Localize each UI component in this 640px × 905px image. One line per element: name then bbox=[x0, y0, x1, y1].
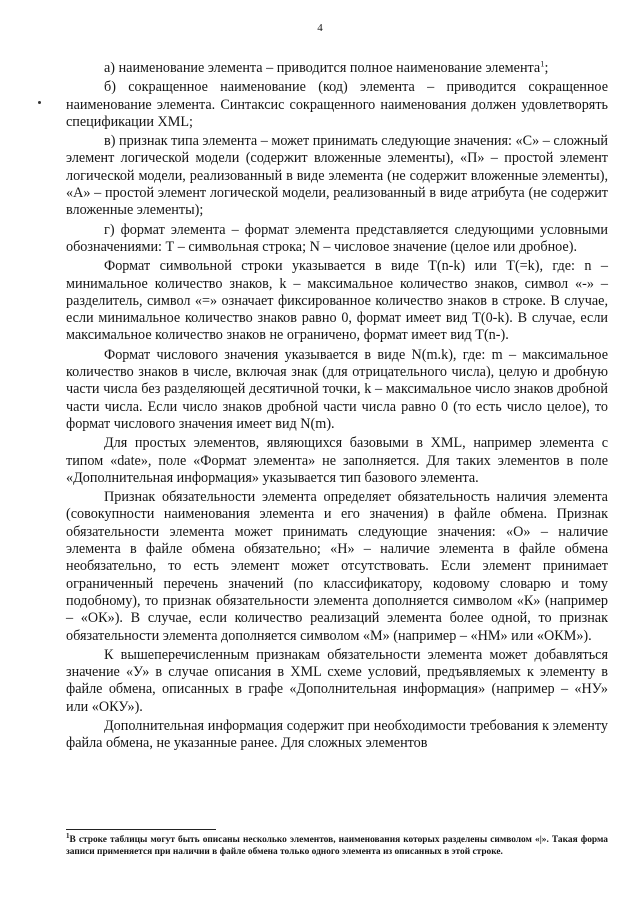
margin-mark bbox=[38, 101, 41, 104]
paragraph-b: б) сокращенное наименование (код) элемента – приводится сокращенное наименование элемента. Синтаксис сокращенного наименования должен удовлетворять спецификации XML; bbox=[66, 79, 608, 130]
paragraph-v: в) признак типа элемента – может принимать следующие значения: «С» – сложный элемент логической модели (содержит вложенные элементы), «П» – простой элемент логической модели, реализованный в виде элемента (не содержит вложенные элементы), «А» – простой элемент логической модели, реализованный в виде атрибута (не содержит вложенные элементы); bbox=[66, 133, 609, 219]
footnote-reference[interactable]: 1 bbox=[540, 58, 545, 69]
footnote bbox=[66, 831, 608, 858]
footnote-divider bbox=[66, 829, 216, 830]
page-number: 4 bbox=[317, 22, 323, 34]
paragraph-a-tail: ; bbox=[544, 60, 549, 76]
paragraph-a-text: а) наименование элемента – приводится полное наименование элемента bbox=[104, 60, 541, 76]
paragraph-g: г) формат элемента – формат элемента представляется следующими условными обозначениями: Т – символьная строка; N – числовое значение (целое или дробное). bbox=[66, 221, 608, 255]
document-body bbox=[66, 60, 608, 753]
footnote-marker: 1 bbox=[66, 831, 70, 840]
paragraph-a bbox=[66, 60, 608, 77]
paragraph-condition-flag: К вышеперечисленным признакам обязательности элемента может добавляться значение «У» в случае описания в XML схеме условий, предъявляемых к элементу в файле обмена, описанных в графе «Дополнительная информация» (например – «НУ» или «ОКУ»). bbox=[66, 646, 608, 715]
paragraph-base-elements: Для простых элементов, являющихся базовыми в XML, например элемента с типом «date», поле «Формат элемента» не заполняется. Для таких элементов в поле «Дополнительная информация» указывается тип базового элемента. bbox=[66, 435, 608, 486]
paragraph-additional-info: Дополнительная информация содержит при необходимости требования к элементу файла обмена, не указанные ранее. Для сложных элементов bbox=[66, 717, 608, 752]
paragraph-string-format: Формат символьной строки указывается в виде Т(n-k) или Т(=k), где: n – минимальное количество знаков, k – максимальное количество знаков, символ «-» – разделитель, символ «=» означает фиксированное количество знаков в строке. В случае, если минимальное количество знаков равно 0, формат имеет вид Т(0-k). В случае, если максимальное количество знаков не ограничено, формат имеет вид Т(n-). bbox=[66, 258, 608, 344]
paragraph-required-flag: Признак обязательности элемента определяет обязательность наличия элемента (совокупности наименования элемента и его значения) в файле обмена. Признак обязательности элемента может принимать следующие значения: «О» – наличие элемента в файле обмена обязательно; «Н» – наличие элемента в файле обмена необязательно, то есть элемент может отсутствовать. Если элемент принимает ограниченный перечень значений (по классификатору, кодовому словарю и тому подобному), то признак обязательности элемента дополняется символом «К» (например – «ОК»). В случае, если количество реализаций элемента более одной, то признак обязательности элемента дополняется символом «М» (например – «НМ» или «ОКМ»). bbox=[66, 489, 608, 644]
paragraph-number-format: Формат числового значения указывается в виде N(m.k), где: m – максимальное количество знаков в числе, включая знак (для отрицательного числа), целую и дробную части числа без разделяющей десятичной точки, k – максимальное число знаков дробной части числа. Если число знаков дробной части числа равно 0 (то есть число целое), то формат числового значения имеет вид N(m). bbox=[66, 346, 608, 432]
footnote-text: В строке таблицы могут быть описаны несколько элементов, наименования которых разделены символом «|». Такая форма записи применяется при наличии в файле обмена только одного элемента из описанных в этой строке. bbox=[66, 835, 608, 857]
